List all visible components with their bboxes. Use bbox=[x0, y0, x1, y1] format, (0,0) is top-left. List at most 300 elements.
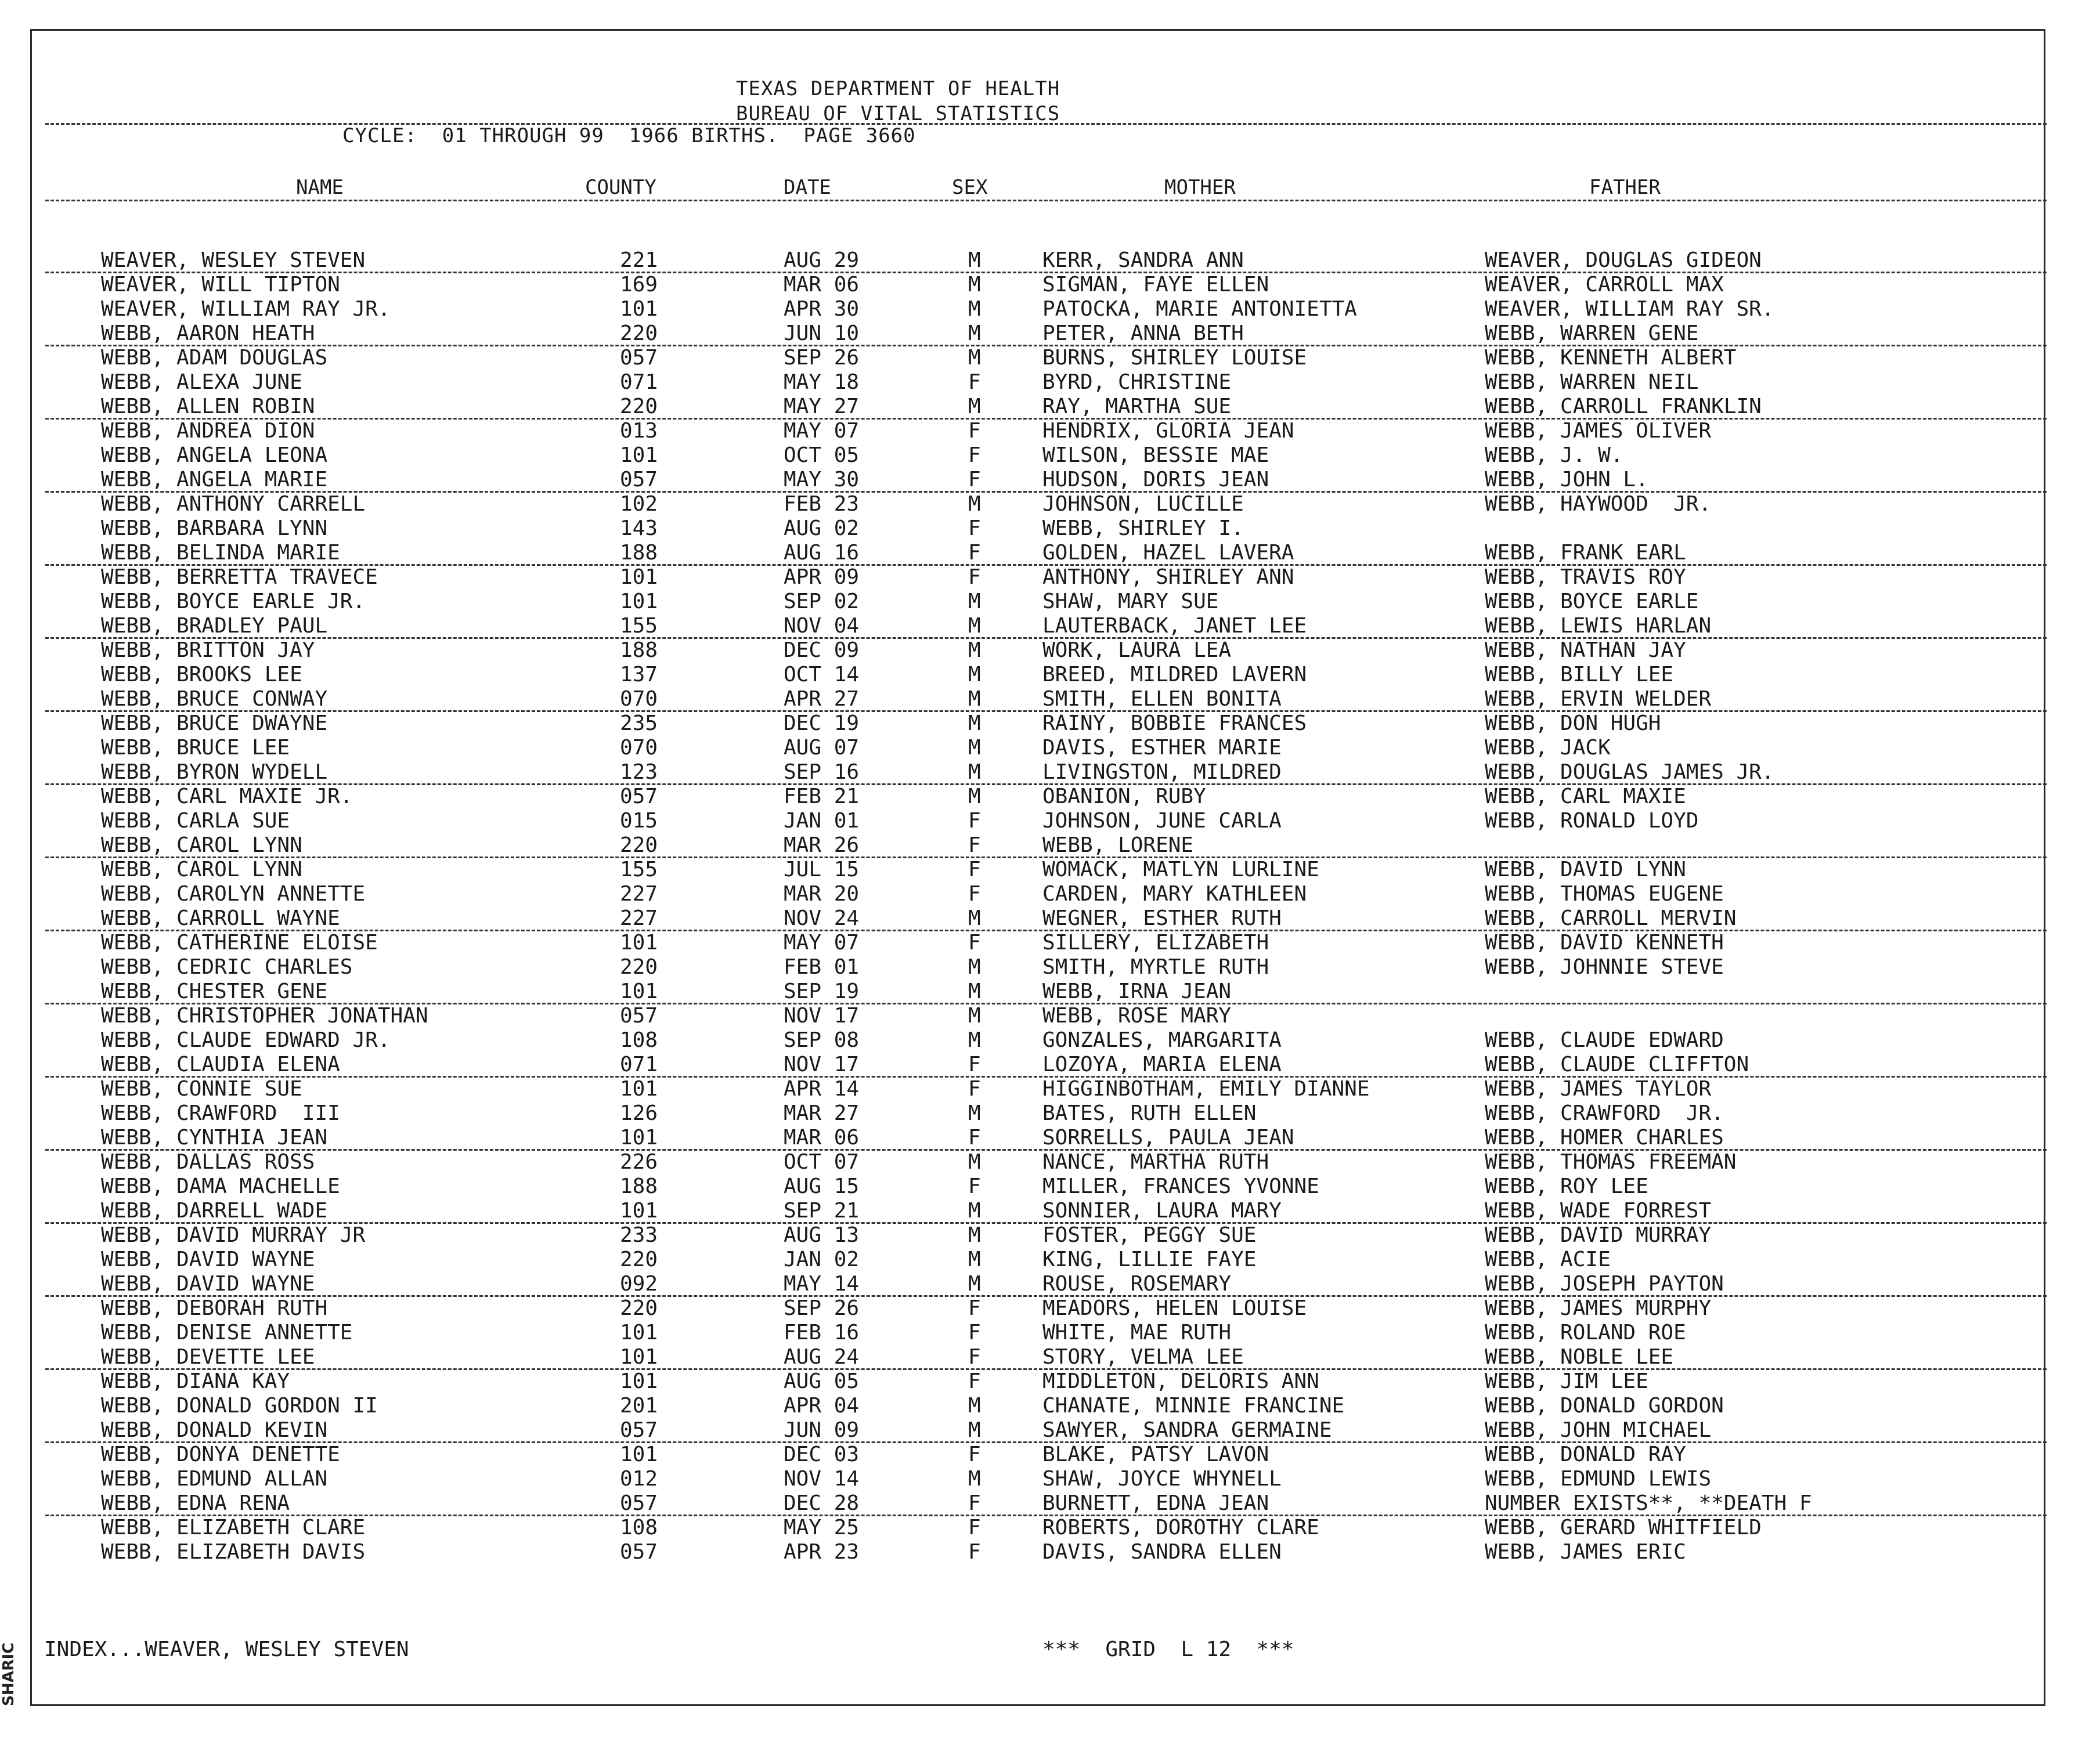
cell-father: WEBB, BILLY LEE bbox=[1485, 663, 1674, 686]
cell-name: WEBB, EDMUND ALLAN bbox=[101, 1467, 328, 1491]
cell-sex: F bbox=[968, 443, 981, 467]
cell-sex: F bbox=[968, 1053, 981, 1076]
cell-sex: M bbox=[968, 955, 981, 979]
table-row bbox=[0, 468, 2100, 492]
cell-father: WEBB, TRAVIS ROY bbox=[1485, 565, 1686, 589]
table-row bbox=[0, 565, 2100, 590]
cell-father: WEBB, WARREN NEIL bbox=[1485, 370, 1699, 394]
cell-mother: DAVIS, ESTHER MARIE bbox=[1042, 736, 1282, 760]
cell-county: 220 bbox=[620, 833, 658, 857]
table-row bbox=[0, 1443, 2100, 1467]
table-row bbox=[0, 760, 2100, 785]
cell-mother: SHAW, MARY SUE bbox=[1042, 590, 1219, 613]
cell-father: WEBB, CLAUDE EDWARD bbox=[1485, 1028, 1724, 1052]
cell-county: 101 bbox=[620, 1077, 658, 1101]
cell-father: WEBB, JAMES TAYLOR bbox=[1485, 1077, 1712, 1101]
cell-father: WEBB, DAVID LYNN bbox=[1485, 858, 1686, 881]
cell-name: WEBB, BARBARA LYNN bbox=[101, 516, 328, 540]
cell-name: WEBB, ANGELA MARIE bbox=[101, 468, 328, 491]
table-row bbox=[0, 1053, 2100, 1077]
cell-date: MAY 25 bbox=[784, 1516, 860, 1539]
table-row bbox=[0, 443, 2100, 468]
cell-date: AUG 16 bbox=[784, 541, 860, 565]
cell-mother: LAUTERBACK, JANET LEE bbox=[1042, 614, 1307, 638]
cell-sex: M bbox=[968, 1467, 981, 1491]
cell-father: WEBB, THOMAS EUGENE bbox=[1485, 882, 1724, 906]
cell-mother: OBANION, RUBY bbox=[1042, 785, 1206, 808]
cell-date: APR 09 bbox=[784, 565, 860, 589]
cell-name: WEBB, DIANA KAY bbox=[101, 1369, 290, 1393]
cell-county: 101 bbox=[620, 980, 658, 1003]
cell-name: WEBB, CEDRIC CHARLES bbox=[101, 955, 353, 979]
table-row bbox=[0, 1321, 2100, 1345]
side-label: SHARIC bbox=[0, 1642, 17, 1706]
cell-date: JUL 15 bbox=[784, 858, 860, 881]
cell-date: JAN 02 bbox=[784, 1248, 860, 1271]
cell-name: WEBB, ELIZABETH DAVIS bbox=[101, 1540, 366, 1564]
cell-date: MAY 14 bbox=[784, 1272, 860, 1296]
table-row bbox=[0, 955, 2100, 980]
table-row bbox=[0, 395, 2100, 419]
cell-county: 108 bbox=[620, 1028, 658, 1052]
cell-county: 137 bbox=[620, 663, 658, 686]
cell-father: WEBB, JOSEPH PAYTON bbox=[1485, 1272, 1724, 1296]
cell-sex: F bbox=[968, 370, 981, 394]
cell-mother: BREED, MILDRED LAVERN bbox=[1042, 663, 1307, 686]
cell-sex: F bbox=[968, 1516, 981, 1539]
cell-mother: BURNS, SHIRLEY LOUISE bbox=[1042, 346, 1307, 370]
table-row bbox=[0, 980, 2100, 1004]
cell-name: WEBB, BRITTON JAY bbox=[101, 638, 315, 662]
cell-date: MAR 06 bbox=[784, 1126, 860, 1150]
cell-name: WEBB, ANDREA DION bbox=[101, 419, 315, 443]
cell-mother: GOLDEN, HAZEL LAVERA bbox=[1042, 541, 1294, 565]
cell-mother: LIVINGSTON, MILDRED bbox=[1042, 760, 1282, 784]
table-row bbox=[0, 419, 2100, 443]
cell-name: WEBB, ALLEN ROBIN bbox=[101, 395, 315, 418]
cell-date: AUG 15 bbox=[784, 1174, 860, 1198]
cell-father: WEBB, CARROLL MERVIN bbox=[1485, 906, 1737, 930]
cell-mother: BLAKE, PATSY LAVON bbox=[1042, 1443, 1269, 1466]
cell-father: WEBB, EDMUND LEWIS bbox=[1485, 1467, 1712, 1491]
cell-sex: M bbox=[968, 273, 981, 297]
cell-sex: M bbox=[968, 785, 981, 808]
cell-date: FEB 21 bbox=[784, 785, 860, 808]
cell-father: WEBB, HOMER CHARLES bbox=[1485, 1126, 1724, 1150]
cell-county: 233 bbox=[620, 1223, 658, 1247]
cell-mother: ROUSE, ROSEMARY bbox=[1042, 1272, 1232, 1296]
cell-mother: WHITE, MAE RUTH bbox=[1042, 1321, 1232, 1345]
cell-county: 101 bbox=[620, 1321, 658, 1345]
table-row bbox=[0, 906, 2100, 931]
cell-sex: F bbox=[968, 1296, 981, 1320]
cell-mother: HIGGINBOTHAM, EMILY DIANNE bbox=[1042, 1077, 1370, 1101]
cell-name: WEBB, BRUCE DWAYNE bbox=[101, 711, 328, 735]
cell-date: SEP 26 bbox=[784, 1296, 860, 1320]
cell-mother: SAWYER, SANDRA GERMAINE bbox=[1042, 1418, 1332, 1442]
table-row bbox=[0, 1174, 2100, 1199]
cell-father: WEBB, DAVID MURRAY bbox=[1485, 1223, 1712, 1247]
cell-date: AUG 24 bbox=[784, 1345, 860, 1369]
cell-mother: SORRELLS, PAULA JEAN bbox=[1042, 1126, 1294, 1150]
cell-sex: F bbox=[968, 833, 981, 857]
table-row bbox=[0, 1418, 2100, 1443]
cell-sex: M bbox=[968, 687, 981, 711]
cell-name: WEBB, CHESTER GENE bbox=[101, 980, 328, 1003]
cell-date: APR 04 bbox=[784, 1394, 860, 1418]
cell-father: WEBB, GERARD WHITFIELD bbox=[1485, 1516, 1762, 1539]
cell-county: 057 bbox=[620, 1004, 658, 1028]
cell-county: 226 bbox=[620, 1150, 658, 1174]
cell-mother: KING, LILLIE FAYE bbox=[1042, 1248, 1257, 1271]
cell-date: FEB 23 bbox=[784, 492, 860, 516]
table-row bbox=[0, 785, 2100, 809]
table-row bbox=[0, 1516, 2100, 1540]
cell-county: 220 bbox=[620, 1296, 658, 1320]
cell-father: WEBB, JOHN L. bbox=[1485, 468, 1648, 491]
cell-mother: WORK, LAURA LEA bbox=[1042, 638, 1232, 662]
cell-name: WEBB, EDNA RENA bbox=[101, 1491, 290, 1515]
cell-county: 169 bbox=[620, 273, 658, 297]
cell-mother: SIGMAN, FAYE ELLEN bbox=[1042, 273, 1269, 297]
cell-date: NOV 14 bbox=[784, 1467, 860, 1491]
cell-father: WEBB, ACIE bbox=[1485, 1248, 1611, 1271]
cell-father: WEBB, HAYWOOD JR. bbox=[1485, 492, 1712, 516]
cell-sex: M bbox=[968, 1394, 981, 1418]
cell-mother: NANCE, MARTHA RUTH bbox=[1042, 1150, 1269, 1174]
column-header-name: NAME bbox=[296, 176, 344, 199]
cell-date: APR 30 bbox=[784, 297, 860, 321]
cell-name: WEBB, AARON HEATH bbox=[101, 321, 315, 345]
cell-county: 057 bbox=[620, 346, 658, 370]
cell-date: APR 23 bbox=[784, 1540, 860, 1564]
cell-county: 101 bbox=[620, 1369, 658, 1393]
cell-name: WEBB, ANTHONY CARRELL bbox=[101, 492, 366, 516]
cell-date: AUG 02 bbox=[784, 516, 860, 540]
cell-sex: M bbox=[968, 614, 981, 638]
cell-county: 101 bbox=[620, 590, 658, 613]
cell-date: SEP 19 bbox=[784, 980, 860, 1003]
table-row bbox=[0, 833, 2100, 858]
cell-mother: STORY, VELMA LEE bbox=[1042, 1345, 1244, 1369]
cell-father: WEBB, KENNETH ALBERT bbox=[1485, 346, 1737, 370]
cell-sex: M bbox=[968, 248, 981, 272]
cell-father: WEBB, CRAWFORD JR. bbox=[1485, 1101, 1724, 1125]
cell-sex: M bbox=[968, 590, 981, 613]
cell-sex: M bbox=[968, 1028, 981, 1052]
cell-name: WEBB, CHRISTOPHER JONATHAN bbox=[101, 1004, 428, 1028]
cell-county: 220 bbox=[620, 1248, 658, 1271]
cell-date: AUG 07 bbox=[784, 736, 860, 760]
cell-date: MAR 27 bbox=[784, 1101, 860, 1125]
cell-mother: BATES, RUTH ELLEN bbox=[1042, 1101, 1257, 1125]
cell-county: 057 bbox=[620, 1491, 658, 1515]
cell-date: NOV 24 bbox=[784, 906, 860, 930]
cell-county: 235 bbox=[620, 711, 658, 735]
cell-sex: F bbox=[968, 1077, 981, 1101]
cell-mother: HENDRIX, GLORIA JEAN bbox=[1042, 419, 1294, 443]
cell-county: 092 bbox=[620, 1272, 658, 1296]
table-row bbox=[0, 931, 2100, 955]
cell-father: WEAVER, CARROLL MAX bbox=[1485, 273, 1724, 297]
cell-sex: M bbox=[968, 906, 981, 930]
column-header-county: COUNTY bbox=[585, 176, 656, 199]
column-header-mother: MOTHER bbox=[1164, 176, 1236, 199]
cell-county: 220 bbox=[620, 395, 658, 418]
cell-county: 188 bbox=[620, 1174, 658, 1198]
cell-county: 101 bbox=[620, 297, 658, 321]
cell-sex: F bbox=[968, 1345, 981, 1369]
cell-father: WEBB, CARL MAXIE bbox=[1485, 785, 1686, 808]
table-row bbox=[0, 1296, 2100, 1321]
cell-county: 220 bbox=[620, 321, 658, 345]
cell-county: 188 bbox=[620, 541, 658, 565]
cell-name: WEBB, DENISE ANNETTE bbox=[101, 1321, 353, 1345]
cell-father: WEBB, JIM LEE bbox=[1485, 1369, 1648, 1393]
cell-father: WEBB, BOYCE EARLE bbox=[1485, 590, 1699, 613]
cell-name: WEBB, BOYCE EARLE JR. bbox=[101, 590, 366, 613]
cell-father: WEBB, NATHAN JAY bbox=[1485, 638, 1686, 662]
cell-sex: F bbox=[968, 858, 981, 881]
cell-father: WEBB, DONALD GORDON bbox=[1485, 1394, 1724, 1418]
cell-date: MAY 07 bbox=[784, 419, 860, 443]
cell-date: MAR 20 bbox=[784, 882, 860, 906]
table-row bbox=[0, 1077, 2100, 1101]
column-header-sex: SEX bbox=[952, 176, 988, 199]
table-row bbox=[0, 273, 2100, 297]
cell-date: NOV 17 bbox=[784, 1004, 860, 1028]
cell-county: 101 bbox=[620, 931, 658, 955]
cell-sex: F bbox=[968, 565, 981, 589]
cell-date: OCT 14 bbox=[784, 663, 860, 686]
table-row bbox=[0, 321, 2100, 346]
table-row bbox=[0, 736, 2100, 760]
cell-mother: JOHNSON, JUNE CARLA bbox=[1042, 809, 1282, 833]
table-row bbox=[0, 1150, 2100, 1174]
cell-county: 126 bbox=[620, 1101, 658, 1125]
cell-date: MAR 06 bbox=[784, 273, 860, 297]
cell-county: 220 bbox=[620, 955, 658, 979]
cell-county: 227 bbox=[620, 882, 658, 906]
table-row bbox=[0, 1004, 2100, 1028]
cell-county: 155 bbox=[620, 858, 658, 881]
cell-county: 057 bbox=[620, 1418, 658, 1442]
cell-sex: M bbox=[968, 1199, 981, 1223]
cell-father: WEBB, CLAUDE CLIFFTON bbox=[1485, 1053, 1749, 1076]
cell-date: AUG 13 bbox=[784, 1223, 860, 1247]
cell-name: WEBB, DAVID WAYNE bbox=[101, 1272, 315, 1296]
cell-father: WEBB, JAMES ERIC bbox=[1485, 1540, 1686, 1564]
cell-sex: M bbox=[968, 395, 981, 418]
cell-date: SEP 26 bbox=[784, 346, 860, 370]
cell-county: 101 bbox=[620, 1443, 658, 1466]
cell-county: 012 bbox=[620, 1467, 658, 1491]
table-row bbox=[0, 1126, 2100, 1150]
cell-name: WEBB, CAROL LYNN bbox=[101, 858, 302, 881]
cell-sex: F bbox=[968, 541, 981, 565]
cell-father: WEBB, JAMES MURPHY bbox=[1485, 1296, 1712, 1320]
cell-name: WEBB, ANGELA LEONA bbox=[101, 443, 328, 467]
cell-name: WEBB, CARL MAXIE JR. bbox=[101, 785, 353, 808]
cell-name: WEBB, DARRELL WADE bbox=[101, 1199, 328, 1223]
cell-father: WEBB, CARROLL FRANKLIN bbox=[1485, 395, 1762, 418]
cell-county: 070 bbox=[620, 687, 658, 711]
table-row bbox=[0, 858, 2100, 882]
cell-mother: RAY, MARTHA SUE bbox=[1042, 395, 1232, 418]
cell-father: WEBB, WADE FORREST bbox=[1485, 1199, 1712, 1223]
table-row bbox=[0, 1199, 2100, 1223]
cell-sex: F bbox=[968, 1443, 981, 1466]
cell-father: WEAVER, DOUGLAS GIDEON bbox=[1485, 248, 1762, 272]
table-row bbox=[0, 297, 2100, 321]
cell-sex: M bbox=[968, 1418, 981, 1442]
cell-name: WEBB, BYRON WYDELL bbox=[101, 760, 328, 784]
cell-mother: CHANATE, MINNIE FRANCINE bbox=[1042, 1394, 1345, 1418]
cell-mother: ANTHONY, SHIRLEY ANN bbox=[1042, 565, 1294, 589]
cell-mother: BURNETT, EDNA JEAN bbox=[1042, 1491, 1269, 1515]
cell-mother: SILLERY, ELIZABETH bbox=[1042, 931, 1269, 955]
cell-name: WEAVER, WESLEY STEVEN bbox=[101, 248, 366, 272]
cell-sex: F bbox=[968, 1321, 981, 1345]
cell-date: JUN 10 bbox=[784, 321, 860, 345]
cell-father: WEBB, DAVID KENNETH bbox=[1485, 931, 1724, 955]
cell-father: WEBB, ROY LEE bbox=[1485, 1174, 1648, 1198]
column-header-divider bbox=[45, 200, 2047, 201]
cell-date: DEC 03 bbox=[784, 1443, 860, 1466]
cell-name: WEBB, ELIZABETH CLARE bbox=[101, 1516, 366, 1539]
agency-title: TEXAS DEPARTMENT OF HEALTH bbox=[736, 77, 1060, 100]
cell-name: WEBB, CATHERINE ELOISE bbox=[101, 931, 378, 955]
cell-date: SEP 21 bbox=[784, 1199, 860, 1223]
cell-mother: JOHNSON, LUCILLE bbox=[1042, 492, 1244, 516]
cell-father: WEBB, DONALD RAY bbox=[1485, 1443, 1686, 1466]
cell-date: FEB 01 bbox=[784, 955, 860, 979]
table-row bbox=[0, 492, 2100, 516]
cell-name: WEBB, DALLAS ROSS bbox=[101, 1150, 315, 1174]
cell-sex: M bbox=[968, 663, 981, 686]
cell-date: MAY 18 bbox=[784, 370, 860, 394]
cell-father: WEBB, JAMES OLIVER bbox=[1485, 419, 1712, 443]
cell-mother: WOMACK, MATLYN LURLINE bbox=[1042, 858, 1319, 881]
cell-name: WEBB, CONNIE SUE bbox=[101, 1077, 302, 1101]
cell-date: SEP 08 bbox=[784, 1028, 860, 1052]
cell-sex: M bbox=[968, 638, 981, 662]
cell-sex: M bbox=[968, 736, 981, 760]
cell-name: WEBB, DAMA MACHELLE bbox=[101, 1174, 340, 1198]
cell-mother: SMITH, MYRTLE RUTH bbox=[1042, 955, 1269, 979]
table-row bbox=[0, 1369, 2100, 1394]
table-row bbox=[0, 809, 2100, 833]
cell-mother: WEGNER, ESTHER RUTH bbox=[1042, 906, 1282, 930]
cell-county: 071 bbox=[620, 370, 658, 394]
cell-mother: KERR, SANDRA ANN bbox=[1042, 248, 1244, 272]
cell-date: OCT 07 bbox=[784, 1150, 860, 1174]
cell-mother: HUDSON, DORIS JEAN bbox=[1042, 468, 1269, 491]
cell-name: WEBB, ADAM DOUGLAS bbox=[101, 346, 328, 370]
cell-mother: WILSON, BESSIE MAE bbox=[1042, 443, 1269, 467]
cell-father: WEAVER, WILLIAM RAY SR. bbox=[1485, 297, 1774, 321]
cell-mother: SONNIER, LAURA MARY bbox=[1042, 1199, 1282, 1223]
table-row bbox=[0, 1491, 2100, 1516]
cell-mother: WEBB, SHIRLEY I. bbox=[1042, 516, 1244, 540]
cell-name: WEBB, DONALD KEVIN bbox=[101, 1418, 328, 1442]
cell-county: 101 bbox=[620, 1345, 658, 1369]
column-header-date: DATE bbox=[784, 176, 831, 199]
cell-mother: LOZOYA, MARIA ELENA bbox=[1042, 1053, 1282, 1076]
cell-county: 108 bbox=[620, 1516, 658, 1539]
table-row bbox=[0, 1394, 2100, 1418]
cell-county: 221 bbox=[620, 248, 658, 272]
cell-sex: M bbox=[968, 492, 981, 516]
cell-mother: BYRD, CHRISTINE bbox=[1042, 370, 1232, 394]
table-row bbox=[0, 541, 2100, 565]
cell-father: WEBB, ERVIN WELDER bbox=[1485, 687, 1712, 711]
cell-sex: M bbox=[968, 711, 981, 735]
cell-date: DEC 09 bbox=[784, 638, 860, 662]
table-row bbox=[0, 1028, 2100, 1053]
cell-name: WEBB, ALEXA JUNE bbox=[101, 370, 302, 394]
cell-date: AUG 05 bbox=[784, 1369, 860, 1393]
cell-mother: WEBB, LORENE bbox=[1042, 833, 1194, 857]
cell-sex: F bbox=[968, 931, 981, 955]
cell-father: WEBB, WARREN GENE bbox=[1485, 321, 1699, 345]
grid-label: *** GRID L 12 *** bbox=[1042, 1638, 1294, 1661]
cell-date: MAY 07 bbox=[784, 931, 860, 955]
cell-father: WEBB, RONALD LOYD bbox=[1485, 809, 1699, 833]
table-row bbox=[0, 1223, 2100, 1248]
cell-name: WEBB, DAVID MURRAY JR bbox=[101, 1223, 366, 1247]
cell-mother: MIDDLETON, DELORIS ANN bbox=[1042, 1369, 1319, 1393]
cell-county: 070 bbox=[620, 736, 658, 760]
cell-sex: M bbox=[968, 1248, 981, 1271]
cell-name: WEAVER, WILL TIPTON bbox=[101, 273, 340, 297]
cell-name: WEBB, BROOKS LEE bbox=[101, 663, 302, 686]
cell-sex: M bbox=[968, 1150, 981, 1174]
cell-name: WEBB, DAVID WAYNE bbox=[101, 1248, 315, 1271]
table-row bbox=[0, 1467, 2100, 1491]
table-row bbox=[0, 370, 2100, 395]
cell-sex: M bbox=[968, 1101, 981, 1125]
cell-date: MAY 30 bbox=[784, 468, 860, 491]
cell-name: WEBB, BERRETTA TRAVECE bbox=[101, 565, 378, 589]
cell-name: WEBB, DEBORAH RUTH bbox=[101, 1296, 328, 1320]
table-row bbox=[0, 248, 2100, 273]
cell-sex: F bbox=[968, 1369, 981, 1393]
cell-name: WEBB, BELINDA MARIE bbox=[101, 541, 340, 565]
cell-name: WEBB, DONYA DENETTE bbox=[101, 1443, 340, 1466]
cell-county: 057 bbox=[620, 1540, 658, 1564]
cell-date: NOV 04 bbox=[784, 614, 860, 638]
cell-date: JUN 09 bbox=[784, 1418, 860, 1442]
table-row bbox=[0, 638, 2100, 663]
cell-name: WEBB, CARLA SUE bbox=[101, 809, 290, 833]
cell-county: 227 bbox=[620, 906, 658, 930]
cell-county: 101 bbox=[620, 443, 658, 467]
cell-father: WEBB, J. W. bbox=[1485, 443, 1623, 467]
cell-name: WEBB, CLAUDIA ELENA bbox=[101, 1053, 340, 1076]
cell-name: WEBB, DONALD GORDON II bbox=[101, 1394, 378, 1418]
cell-name: WEBB, CAROLYN ANNETTE bbox=[101, 882, 366, 906]
cell-sex: F bbox=[968, 468, 981, 491]
table-row bbox=[0, 1345, 2100, 1369]
cell-father: WEBB, DON HUGH bbox=[1485, 711, 1661, 735]
cell-date: APR 14 bbox=[784, 1077, 860, 1101]
cell-mother: SHAW, JOYCE WHYNELL bbox=[1042, 1467, 1282, 1491]
cell-father: WEBB, THOMAS FREEMAN bbox=[1485, 1150, 1737, 1174]
cell-father: WEBB, JACK bbox=[1485, 736, 1611, 760]
cell-mother: SMITH, ELLEN BONITA bbox=[1042, 687, 1282, 711]
table-row bbox=[0, 614, 2100, 638]
